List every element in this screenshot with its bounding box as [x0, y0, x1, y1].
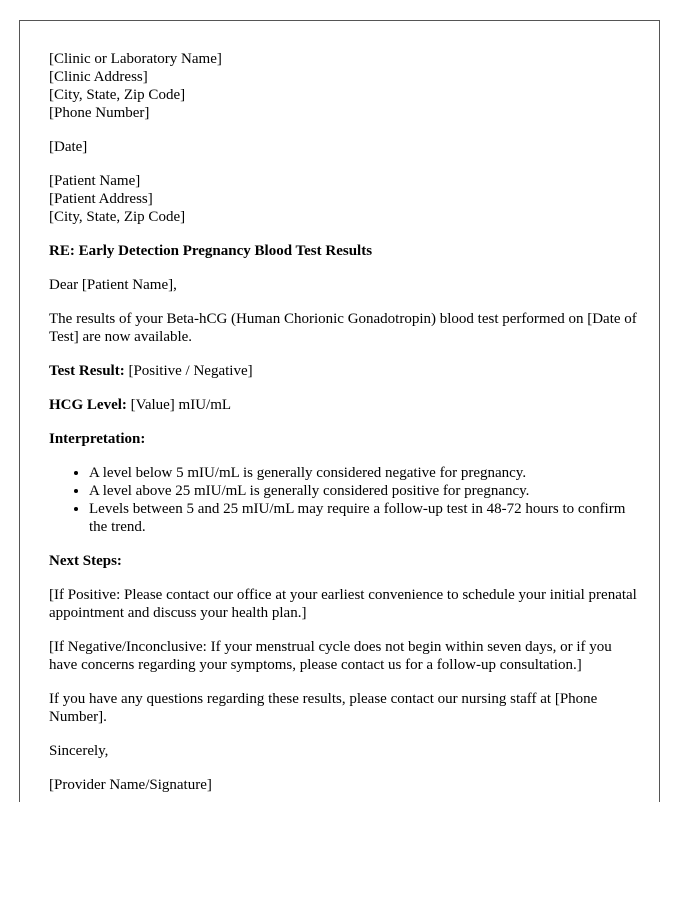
signature: [Provider Name/Signature]: [49, 777, 212, 793]
list-item: • A level below 5 mIU/mL is generally considered negative for pregnancy.: [89, 464, 639, 482]
hcg-level-label: HCG Level:: [49, 397, 127, 413]
closing: Sincerely,: [49, 743, 109, 759]
patient-city: [City, State, Zip Code]: [49, 209, 186, 225]
hcg-level-value: [Value] mIU/mL: [126, 397, 232, 413]
test-result-value: [Positive / Negative]: [124, 363, 253, 379]
letter-content: [49, 50, 639, 802]
next-steps-negative: [If Negative/Inconclusive: If your menstrual cycle does not begin within seven days, or if you have concerns regarding your symptoms, please contact us for a follow-up consultation.]: [49, 639, 612, 673]
patient-name: [Patient Name]: [49, 173, 141, 189]
patient-address: [Patient Address]: [49, 191, 153, 207]
clinic-address: [Clinic Address]: [49, 69, 148, 85]
letter-date: [Date]: [49, 139, 88, 155]
next-steps-positive: [If Positive: Please contact our office at your earliest convenience to schedule your initial prenatal appointment and discuss your health plan.]: [49, 587, 637, 621]
clinic-phone: [Phone Number]: [49, 105, 150, 121]
clinic-info: [49, 50, 639, 122]
list-item: • A level above 25 mIU/mL is generally considered positive for pregnancy.: [89, 482, 639, 500]
test-result-label: Test Result:: [49, 363, 125, 379]
clinic-city: [City, State, Zip Code]: [49, 87, 186, 103]
letter-page: [19, 20, 660, 802]
list-item: • Levels between 5 and 25 mIU/mL may require a follow-up test in 48-72 hours to confirm the trend.: [89, 500, 639, 536]
salutation: Dear [Patient Name],: [49, 277, 177, 293]
interpretation-list: [49, 464, 639, 536]
test-result: [49, 362, 639, 380]
intro-paragraph: The results of your Beta-hCG (Human Chorionic Gonadotropin) blood test performed on [Date of Test] are now available.: [49, 311, 637, 345]
patient-info: [49, 172, 639, 226]
hcg-level: [49, 396, 639, 414]
clinic-name: [Clinic or Laboratory Name]: [49, 51, 222, 67]
interpretation-heading: Interpretation:: [49, 431, 146, 447]
questions-paragraph: If you have any questions regarding these results, please contact our nursing staff at [Phone Number].: [49, 691, 598, 725]
next-steps-heading: Next Steps:: [49, 553, 122, 569]
re-line: RE: Early Detection Pregnancy Blood Test Results: [49, 243, 373, 259]
